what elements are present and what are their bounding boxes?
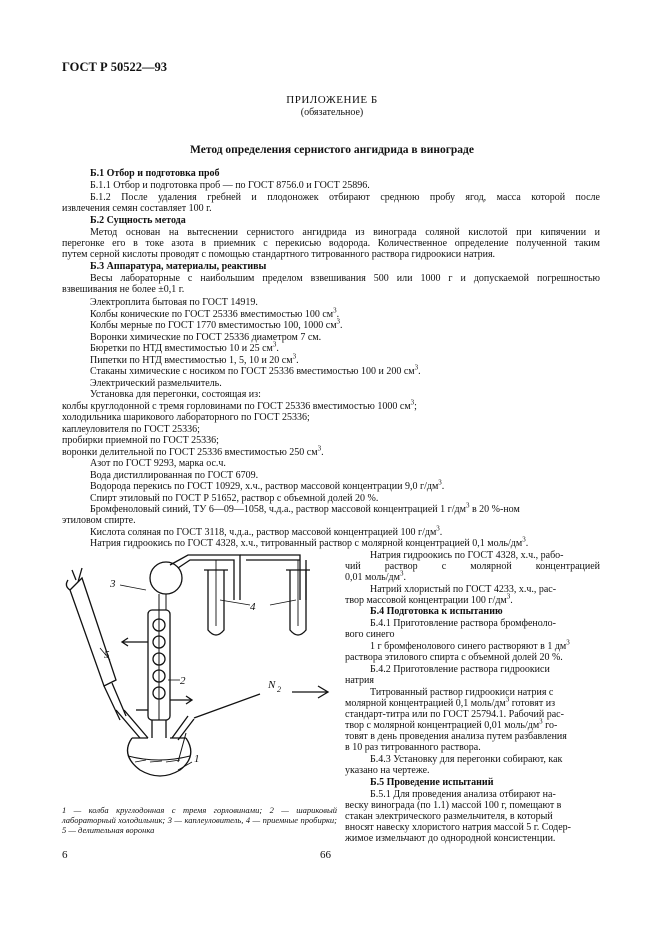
section-b3-heading: Б.3 Аппаратура, материалы, реактивы	[90, 261, 267, 272]
scales-line1: Весы лабораторные с наибольшим пределом взвешивания 500 или 1000 г и допускаемой погрешностью	[90, 273, 600, 284]
b5-1-line1: Б.5.1 Для проведения анализа отбирают на-	[370, 789, 556, 800]
page-number-left: 6	[62, 849, 68, 861]
burettes: Бюретки по НТД вместимостью 10 и 25 $см^3$.	[90, 340, 279, 354]
beakers: Стаканы химические с носиком по ГОСТ 25336 вместимостью 100 и 200 $см^3$.	[90, 363, 421, 377]
standard-header: ГОСТ Р 50522—93	[62, 60, 168, 74]
ethanol: Спирт этиловый по ГОСТ Р 51652, раствор с объемной долей 20 %.	[90, 493, 379, 504]
distillation-trap: каплеуловителя по ГОСТ 25336;	[62, 424, 200, 435]
naoh-working-line1: Натрия гидроокись по ГОСТ 4328, х.ч., рабо-	[370, 550, 564, 561]
funnels: Воронки химические по ГОСТ 25336 диаметром 7 см.	[90, 332, 322, 343]
b4-3-line2: указано на чертеже.	[345, 765, 430, 776]
stove: Электроплита бытовая по ГОСТ 14919.	[90, 297, 258, 308]
section-b5-heading: Б.5 Проведение испытаний	[370, 777, 494, 788]
b4-2-text-line1: Титрованный раствор гидроокиси натрия с	[370, 687, 554, 698]
b4-2-text-line6: в 10 раз титрованного раствора.	[345, 742, 481, 753]
b4-3-line1: Б.4.3 Установку для перегонки собирают, как	[370, 754, 563, 765]
label-gas-sub: 2	[277, 685, 281, 694]
hcl: Кислота соляная по ГОСТ 3118, ч.д.а., раствор массовой концентрацией 100 $г/дм^3$.	[90, 524, 443, 538]
label-gas: N	[268, 679, 276, 691]
label-4: 4	[250, 601, 256, 613]
appendix-title: ПРИЛОЖЕНИЕ Б	[286, 94, 378, 106]
section-b2-line3: путем серной кислоты проводят с помощью стандартного титрованного раствора гидроокиси натрия.	[62, 249, 496, 260]
b4-2-text-line5: товят в день проведения анализа путем разбавления	[345, 731, 567, 742]
pipettes: Пипетки по НТД вместимостью 1, 5, 10 и 20 $см^3$.	[90, 352, 299, 366]
appendix-subtitle: (обязательное)	[300, 107, 364, 118]
figure-caption: 1 — колба круглодонная с тремя горловинами; 2 — шариковый лабораторный холодильник; 3 — каплеуловитель, 4 — приемные пробирки; 5 — делительная воронка	[62, 805, 337, 835]
label-3: 3	[110, 578, 116, 590]
b4-1-text-line2: раствора этилового спирта с объемной долей 20 %.	[345, 652, 563, 663]
flasks-conical: Колбы конические по ГОСТ 25336 вместимостью 100 $см^3$.	[90, 306, 340, 320]
b4-2-text-line2: молярной концентрацией 0,1 моль/$дм^3$ готовят из	[345, 695, 556, 709]
b5-1-line5: жимое измельчают до однородной консистенции.	[345, 833, 556, 844]
b4-2-text-line3: стандарт-титра или по ГОСТ 25794.1. Рабочий рас-	[345, 709, 564, 720]
nacl-line1: Натрий хлористый по ГОСТ 4233, х.ч., рас-	[370, 584, 557, 595]
naoh-titrated: Натрия гидроокись по ГОСТ 4328, х.ч., титрованный раствор с молярной концентрацией 0,1 моль/$дм^3$.	[90, 535, 529, 549]
distillation-flask: колбы круглодонной с тремя горловинами по ГОСТ 25336 вместимостью 1000 $см^3$;	[62, 398, 417, 412]
shredder: Электрический размельчитель.	[90, 378, 222, 389]
section-b1-2-line1: Б.1.2 После удаления гребней и плодоножек отбирают среднюю пробу ягод, масса которой после	[90, 192, 600, 203]
label-2: 2	[180, 675, 186, 687]
distillation-apparatus-figure	[60, 530, 345, 785]
b4-1-text-line1: 1 г бромфенолового синего растворяют в 1 $дм^3$	[370, 638, 570, 652]
b5-1-line4: вносят навеску хлористого натрия массой 5 г. Содер-	[345, 822, 572, 833]
b4-2-line2: натрия	[345, 675, 374, 686]
section-b2-heading: Б.2 Сущность метода	[90, 215, 186, 226]
distillation-condenser: холодильника шарикового лабораторного по ГОСТ 25336;	[62, 412, 310, 423]
distillation-tube: пробирки приемной по ГОСТ 25336;	[62, 435, 219, 446]
document-title: Метод определения сернистого ангидрида в винограде	[190, 144, 474, 156]
nitrogen: Азот по ГОСТ 9293, марка ос.ч.	[90, 458, 226, 469]
naoh-working-line3: 0,01 моль/$дм^3$.	[345, 569, 406, 583]
distillation-funnel: воронки делительной по ГОСТ 25336 вместимостью 250 $см^3$.	[62, 444, 324, 458]
section-b2-line1: Метод основан на вытеснении сернистого ангидрида из винограда соляной кислотой при кипячении и	[90, 227, 600, 238]
distillation-setup: Установка для перегонки, состоящая из:	[90, 389, 261, 400]
bromophenol-line2: этиловом спирте.	[62, 515, 136, 526]
naoh-working-line2: чий раствор с молярной концентрацией	[345, 561, 600, 572]
flasks-measuring: Колбы мерные по ГОСТ 1770 вместимостью 100, 1000 $см^3$.	[90, 317, 343, 331]
b4-1-line1: Б.4.1 Приготовление раствора бромфеноло-	[370, 618, 556, 629]
section-b1-1: Б.1.1 Отбор и подготовка проб — по ГОСТ 8756.0 и ГОСТ 25896.	[90, 180, 370, 191]
label-5: 5	[104, 649, 110, 661]
label-1: 1	[194, 753, 200, 765]
scales-line2: взвешивания не более ±0,1 г.	[62, 284, 185, 295]
page-number-center: 66	[320, 849, 331, 861]
section-b1-heading: Б.1 Отбор и подготовка проб	[90, 168, 220, 179]
water: Вода дистиллированная по ГОСТ 6709.	[90, 470, 259, 481]
b4-1-line2: вого синего	[345, 629, 395, 640]
peroxide: Водорода перекись по ГОСТ 10929, х.ч., раствор массовой концентрации 9,0 $г/дм^3$.	[90, 478, 445, 492]
nacl-line2: твор массовой концентрации 100 $г/дм^3$.	[345, 592, 513, 606]
b5-1-line2: веску винограда (по 1.1) массой 100 г, помещают в	[345, 800, 562, 811]
section-b1-2-line2: извлечения семян составляет 100 г.	[62, 203, 212, 214]
b4-2-text-line4: твор с молярной концентрацией 0,01 моль/$дм^3$ го-	[345, 717, 558, 731]
section-b2-line2: перегонке его в токе азота в приемник с перекисью водорода. Количественное определение полученной таким	[62, 238, 600, 249]
bromophenol-line1: Бромфеноловый синий, ТУ 6—09—1058, ч.д.а., раствор массовой концентрацией 1 $г/дм^3$ в 20 %-ном	[90, 501, 520, 515]
b4-2-line1: Б.4.2 Приготовление раствора гидроокиси	[370, 664, 550, 675]
b5-1-line3: стакан электрического размельчителя, в который	[345, 811, 553, 822]
section-b4-heading: Б.4 Подготовка к испытанию	[370, 606, 503, 617]
